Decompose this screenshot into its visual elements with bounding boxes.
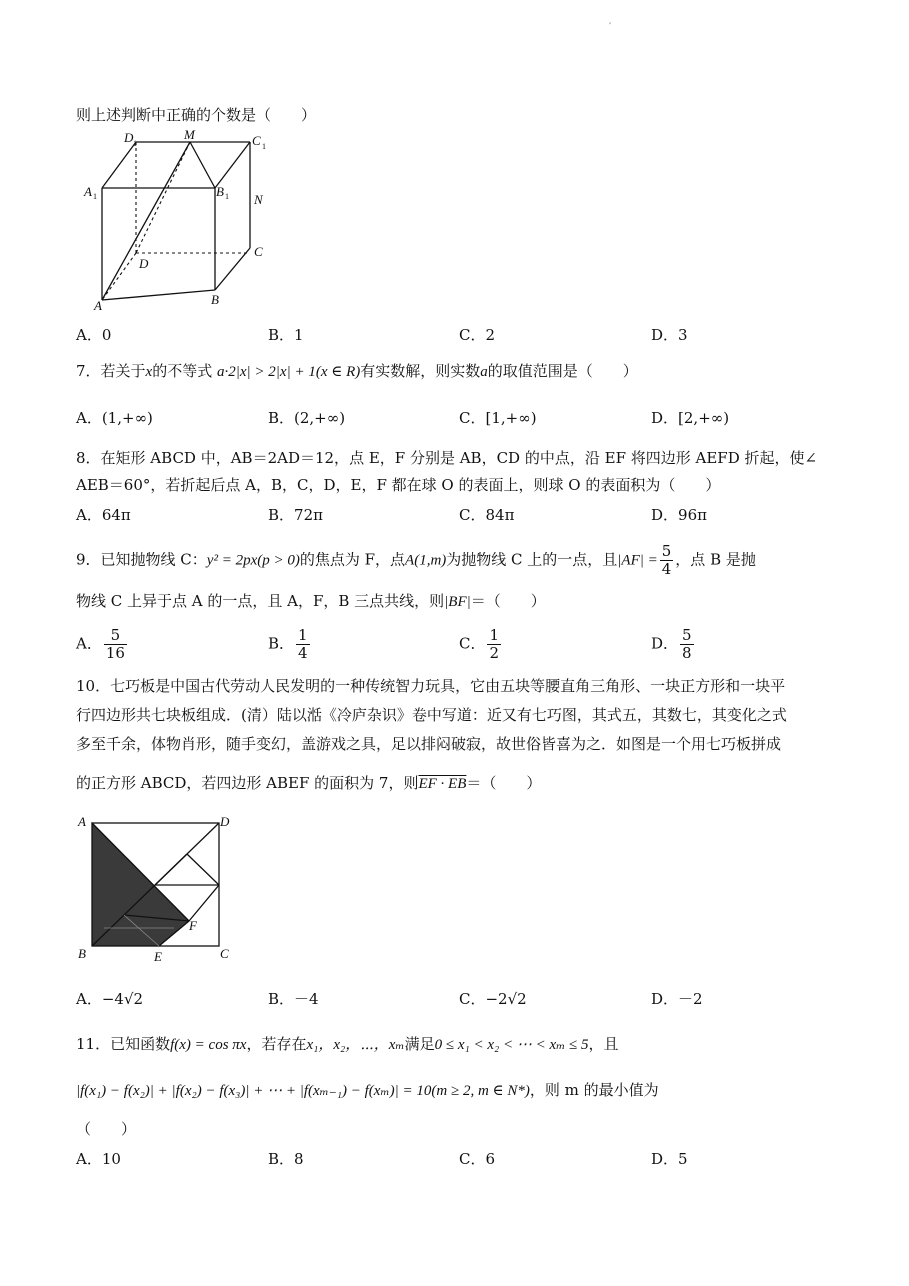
q8-option-d[interactable]: D．96π <box>651 506 707 524</box>
fig-label-n: N <box>254 192 263 207</box>
q11-option-b[interactable]: B．8 <box>268 1150 304 1168</box>
fig-sub-1: 1 <box>133 139 137 148</box>
fig-sub-1b: 1 <box>262 142 266 151</box>
q7-option-a[interactable]: A．(1,+∞) <box>76 409 153 427</box>
q8-stem-line2: AEB＝60°，若折起后点 A，B，C，D，E，F 都在球 O 的表面上，则球 O 的表面积为（ ） <box>76 476 721 494</box>
fig-label-b: B <box>211 292 219 307</box>
q9-option-b[interactable]: B． $\frac{1}{4}$ <box>268 626 308 662</box>
fig-sub-1c: 1 <box>93 192 97 201</box>
q9-option-c[interactable]: C． $\frac{1}{2}$ <box>459 626 500 662</box>
tangram-label-b: B <box>78 946 86 961</box>
q11-option-a[interactable]: A．10 <box>76 1150 121 1168</box>
q10-stem-line4: 的正方形 ABCD，若四边形 ABEF 的面积为 7，则EF · EB＝（ ） <box>76 774 542 792</box>
tangram-label-f: F <box>189 918 197 933</box>
fig-label-a: A <box>94 298 102 313</box>
q6-stem: 则上述判断中正确的个数是（ ） <box>76 106 317 124</box>
q10-option-a[interactable]: A．−4√2 <box>76 990 144 1008</box>
fig-label-b1: B <box>216 184 224 199</box>
q8-stem-line1: 8．在矩形 ABCD 中，AB＝2AD＝12，点 E，F 分别是 AB，CD 的中点，沿 EF 将四边形 AEFD 折起，使∠ <box>76 449 818 467</box>
q10-stem-line2: 行四边形共七块板组成．(清）陆以湉《冷庐杂识》卷中写道：近又有七巧图，其式五，其数七，其变化之式 <box>76 706 787 724</box>
q10-option-c[interactable]: C．−2√2 <box>459 990 527 1008</box>
fig-label-d: D <box>139 256 149 271</box>
fig-label-c: C <box>254 244 263 259</box>
fig-label-c1: C <box>252 133 261 148</box>
fig-label-d1: D <box>124 130 134 145</box>
q9-stem-line2: 物线 C 上异于点 A 的一点，且 A，F，B 三点共线，则|BF|＝（ ） <box>76 592 546 610</box>
q8-option-a[interactable]: A．64π <box>76 506 131 524</box>
fig-label-a1: A <box>84 184 92 199</box>
q7-option-c[interactable]: C．[1,+∞) <box>459 409 537 427</box>
fig-label-m: M <box>184 128 195 142</box>
header-mark: ′ <box>609 22 612 33</box>
tangram-label-d: D <box>220 814 230 829</box>
fig-sub-1d: 1 <box>225 192 229 201</box>
tangram-label-e: E <box>154 949 162 964</box>
q10-tangram-figure <box>74 808 244 968</box>
q8-option-b[interactable]: B．72π <box>268 506 323 524</box>
q7-stem: 7．若关于x的不等式 a·2|x| > 2|x| + 1(x ∈ R)有实数解，则实数a的取值范围是（ ） <box>76 362 638 380</box>
q7-option-d[interactable]: D．[2,+∞) <box>651 409 730 427</box>
tangram-label-c: C <box>220 946 229 961</box>
q10-stem-line3: 多至千余，体物肖形，随手变幻，盖游戏之具，足以排闷破寂，故世俗皆喜为之．如图是一个用七巧板拼成 <box>76 735 782 753</box>
q7-inequality: a·2|x| > 2|x| + 1(x ∈ R) <box>217 364 361 380</box>
q6-option-d[interactable]: D．3 <box>651 326 688 344</box>
q11-option-c[interactable]: C．6 <box>459 1150 496 1168</box>
q10-option-b[interactable]: B．－4 <box>268 990 319 1008</box>
q11-option-d[interactable]: D．5 <box>651 1150 688 1168</box>
q11-stem-line3: （ ） <box>76 1120 137 1138</box>
q11-stem-line2: |f(x₁) − f(x₂)| + |f(x₂) − f(x₃)| + ⋯ + |f(xₘ₋₁) − f(xₘ)| = 10(m ≥ 2, m ∈ N*)，则 m 的最小值为 <box>76 1081 659 1099</box>
q6-option-a[interactable]: A．0 <box>76 326 112 344</box>
q9-option-d[interactable]: D． $\frac{5}{8}$ <box>651 626 692 662</box>
tangram-label-a: A <box>78 814 86 829</box>
q7-option-b[interactable]: B．(2,+∞) <box>268 409 346 427</box>
q9-stem-line1: 9．已知抛物线 C：y² = 2px(p > 0)的焦点为 F，点A(1,m)为抛物线 C 上的一点，且|AF| = $\frac{5}{4}$ ，点 B 是抛 <box>76 542 756 578</box>
q9-option-a[interactable]: A． $\frac{5}{16}$ <box>76 626 125 662</box>
q8-option-c[interactable]: C．84π <box>459 506 515 524</box>
q10-stem-line1: 10．七巧板是中国古代劳动人民发明的一种传统智力玩具，它由五块等腰直角三角形、一块正方形和一块平 <box>76 677 786 695</box>
q11-stem-line1: 11．已知函数f(x) = cos πx，若存在x₁，x₂，⋯，xₘ满足0 ≤ x₁ < x₂ < ⋯ < xₘ ≤ 5，且 <box>76 1035 619 1053</box>
q6-option-b[interactable]: B．1 <box>268 326 304 344</box>
q6-cube-figure <box>82 128 282 318</box>
q6-option-c[interactable]: C．2 <box>459 326 496 344</box>
q10-option-d[interactable]: D．－2 <box>651 990 703 1008</box>
